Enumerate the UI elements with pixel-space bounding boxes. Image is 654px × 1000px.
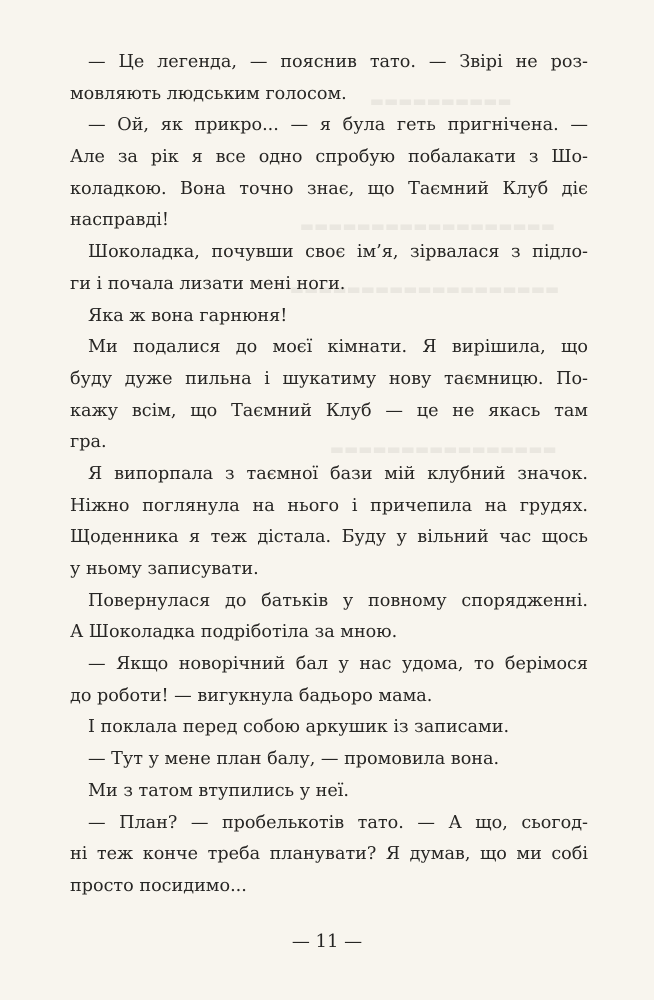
text-line: ні теж конче треба планувати? Я думав, що ми собі [70,844,588,865]
text-line: — Це легенда, — пояснив тато. — Звірі не роз- [88,52,588,72]
text-line: у ньому записувати. [70,559,259,579]
text-line: до роботи! — вигукнула бадьоро мама. [70,685,433,706]
text-line: Я випорпала з таємної бази мій клубний значок. [88,463,588,484]
show-through-texture: ▬▬▬▬▬▬▬▬▬▬▬▬▬▬▬▬ [330,440,557,458]
text-line: буду дуже пильна і шукатиму нову таємницю. По- [70,368,588,389]
text-line: А Шоколадка подріботіла за мною. [70,622,398,643]
text-line: кажу всім, що Таємний Клуб — це не якась там [70,400,588,421]
text-line: коладкою. Вона точно знає, що Таємний Клуб діє [70,178,588,199]
body-text [70,47,588,903]
text-line: Яка ж вона гарнюня! [88,305,288,326]
text-line: Ми подалися до моєї кімнати. Я вирішила, що [88,337,588,358]
text-line: Ніжно поглянула на нього і причепила на грудях. [70,495,588,516]
text-line: гра. [70,432,107,453]
text-line: — План? — пробелькотів тато. — А що, сьогод- [88,812,588,833]
page-number: — 11 — [291,931,363,952]
text-line: насправді! [70,210,169,231]
text-line: Шоколадка, почувши своє ім’я, зірвалася з підло- [88,242,588,263]
text-line: Щоденника я теж дістала. Буду у вільний час щось [70,527,588,548]
text-line: І поклала перед собою аркушик із записами. [88,717,510,738]
text-line: Ми з татом втупились у неї. [88,780,350,801]
text-line: — Якщо новорічний бал у нас удома, то берімося [88,654,588,675]
text-line: — Тут у мене план балу, — промовила вона. [88,749,500,770]
text-line: ги і почала лизати мені ноги. [70,273,346,294]
text-line: мовляють людським голосом. [70,83,347,104]
text-line: Повернулася до батьків у повному спорядженні. [88,590,588,611]
show-through-texture: ▬▬▬▬▬▬▬▬▬▬▬▬▬▬▬▬▬▬ [300,217,556,235]
text-line: просто посидимо... [70,875,247,896]
show-through-texture: ▬▬▬▬▬▬▬▬▬▬▬▬▬▬▬▬▬▬▬ [290,280,560,298]
text-line: — Ой, як прикро... — я була геть пригнічена. — [88,115,588,136]
text-line: Але за рік я все одно спробую побалакати з Шо- [70,147,588,168]
show-through-texture: ▬▬▬▬▬▬▬▬▬▬ [370,92,512,110]
